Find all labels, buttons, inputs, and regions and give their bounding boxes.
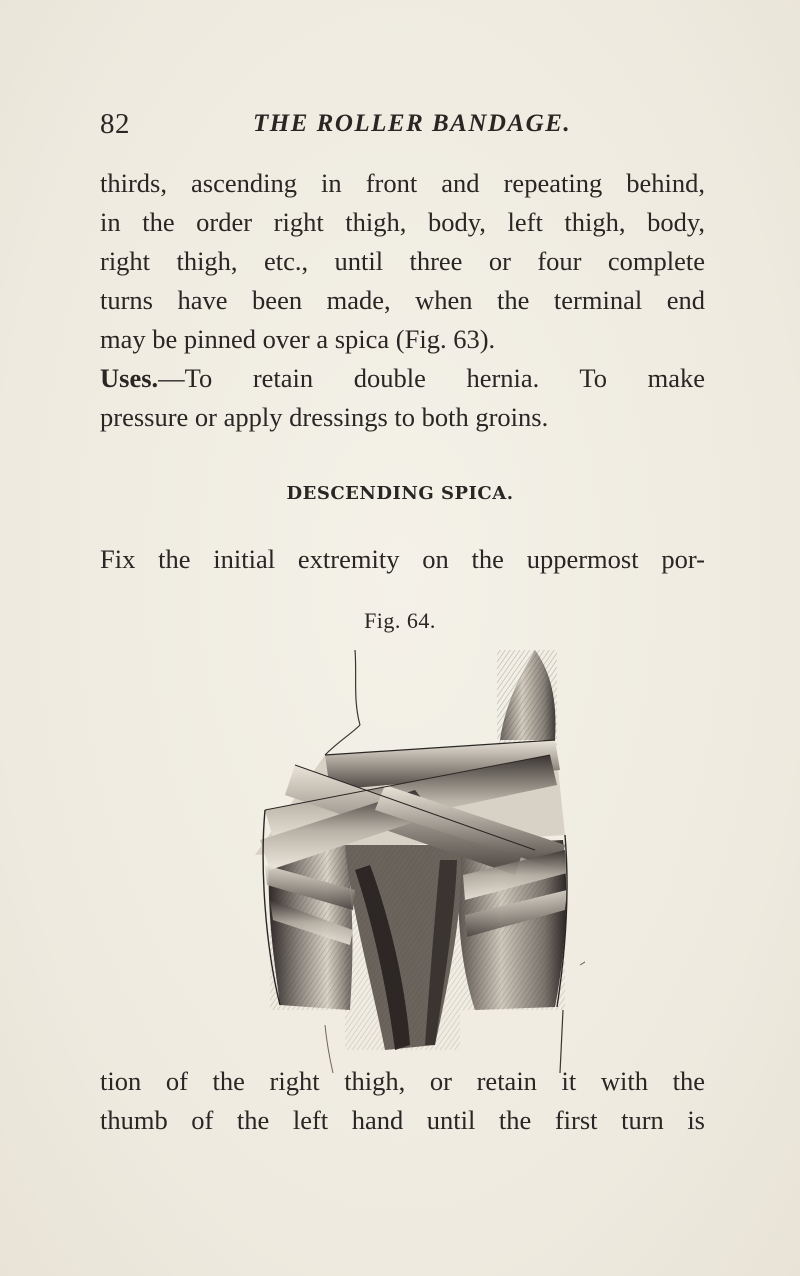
text-line: pressure or apply dressings to both groins. (100, 402, 549, 432)
paragraph-continuation (100, 1062, 705, 1140)
paragraph-continued (100, 164, 705, 437)
figure-caption: Fig. 64. (364, 608, 436, 633)
text-line: Fix the initial extremity on the uppermost por- (100, 544, 705, 574)
running-title: THE ROLLER BANDAGE. (253, 110, 572, 137)
section-heading: DESCENDING SPICA. (286, 483, 514, 504)
spica-bandage-illustration (235, 645, 585, 1075)
uses-label: Uses. (100, 363, 159, 393)
text-line: thirds, ascending in front and repeating behind, (100, 168, 705, 198)
text-line: right thigh, etc., until three or four complete (100, 246, 705, 276)
text-line: may be pinned over a spica (Fig. 63). (100, 324, 496, 354)
text-line: turns have been made, when the terminal end (100, 285, 705, 315)
page-header (100, 108, 700, 148)
uses-line (100, 359, 705, 398)
paragraph-descending-spica (100, 540, 705, 579)
text-line: tion of the right thigh, or retain it with the (100, 1066, 705, 1096)
page-number: 82 (100, 108, 130, 140)
uses-text: —To retain double hernia. To make (158, 363, 705, 393)
text-line: in the order right thigh, body, left thigh, body, (100, 207, 705, 237)
text-line: thumb of the left hand until the first turn is (100, 1105, 705, 1135)
